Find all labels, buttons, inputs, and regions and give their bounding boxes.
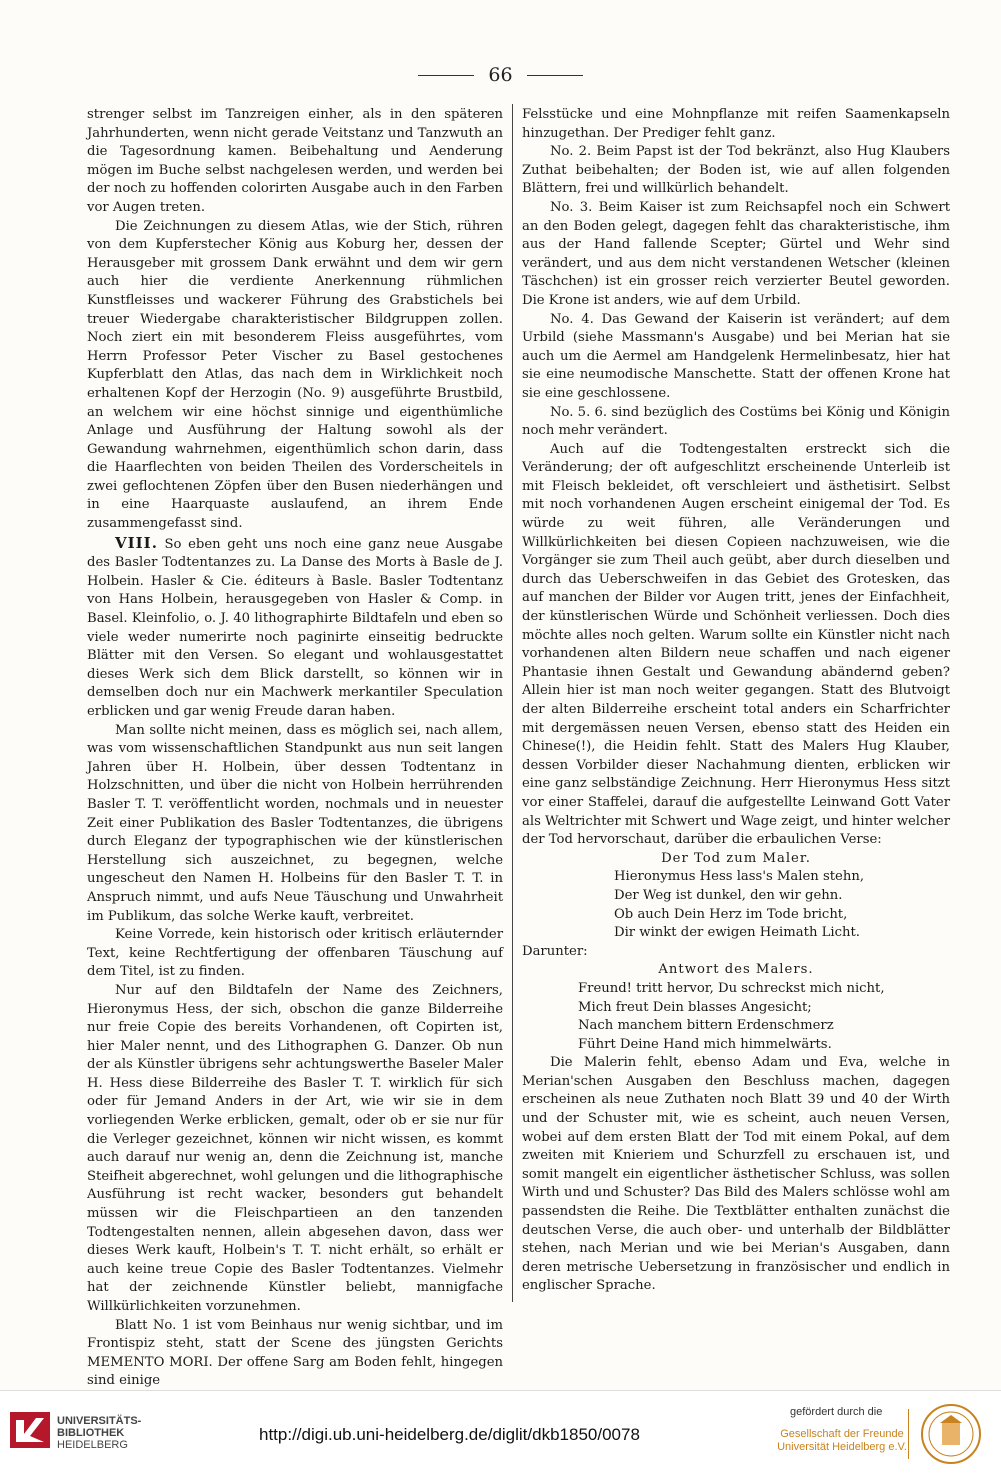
verse-block xyxy=(522,961,950,1054)
paragraph: Nur auf den Bildtafeln der Name des Zeichners, Hieronymus Hess, der sich, obschon die ganze Bilderreihe nur freie Copie des bereits Vorhandenen, oft Copirten ist, hier Maler nennt, und des Lithographen G. Danzer. Ob nun der als Künstler übrigens sehr achtungswerthe Baseler Maler H. Hess diese Bilderreihe des Basler T. T. wirklich für sich oder für Jemand Anders in der Art, wie wir sie in dem vorliegenden Werke erblicken, gemalt, oder ob er sie nur für die Verleger gezeichnet, können wir nicht wissen, es kommt auch darauf nur wenig an, denn die Zeichnung ist, manche Steifheit abgerechnet, wohl gelungen und die lithographische Ausführung ist recht wacker, besonders gut behandelt müssen wir die Fleischpartieen an den tanzenden Todtengestalten nennen, allein abgesehen davon, dass wer dieses Werk kauft, Holbein's T. T. nicht erhält, so erhält er auch keine treue Copie des Basler Todtentanzes. Vielmehr hat der zeichnende Künstler beliebt, mannigfache Willkürlichkeiten vorzunehmen. xyxy=(87,982,503,1314)
paragraph: No. 3. Beim Kaiser ist zum Reichsapfel noch ein Schwert an den Boden gelegt, dagegen fehlt das charakteristische, ihm aus der Hand fallende Scepter; Gürtel und Wehr sind verändert, und aus dem nicht verstandenen Wetscher (kleinen Täschchen) ist ein grosser reich verzierter Beutel geworden. Die Krone ist anders, wie auf dem Urbild. xyxy=(522,199,950,308)
paragraph: Man sollte nicht meinen, dass es möglich sei, nach allem, was vom wissenschaftlichen Standpunkt aus nun seit langen Jahren über H. Holbein, über dessen Todtentanz in Holzschnitten, und über die nicht von Holbein herrührenden Basler T. T. veröffentlicht worden, nochmals und in neuester Zeit einer Publikation des Basler Todtentanzes, die übrigens durch Eleganz der typographischen wie der künstlerischen Herstellung sich auszeichnet, zu begegnen, welche ungescheut den Namen H. Holbeins für den Basler T. T. in Anspruch nimmt, und aufs Neue Täuschung und Unwahrheit im Publikum, das solche Werke kauft, verbreitet. xyxy=(87,722,503,924)
paragraph: No. 4. Das Gewand der Kaiserin ist verändert; auf dem Urbild (siehe Massmann's Ausgabe) und bei Merian hat sie auch um die Aermel am Handgelenk Hermelinbesatz, hier hat sie eine neumodische Manschette. Statt der offenen Krone hat sie eine geschlossene. xyxy=(522,311,950,401)
column-divider xyxy=(512,104,513,1302)
paragraph: Keine Vorrede, kein historisch oder kritisch erläuternder Text, keine Rechtfertigung der offenbaren Täuschung auf dem Titel, ist zu finden. xyxy=(87,927,503,980)
verse-block xyxy=(522,850,950,943)
funder-divider xyxy=(908,1409,909,1459)
verse-line: Freund! tritt hervor, Du schreckst mich nicht, xyxy=(578,980,885,996)
paragraph: Auch auf die Todtengestalten erstreckt sich die Veränderung; der oft aufgeschlitzt erscheinende Unterleib ist mit Fleisch bekleidet, oft verschleiert und ästhetisirt. Selbst mit noch vorhandenen Augen erscheint einigemal der Tod. Es würde zu weit führen, alle Veränderungen und Willkürlichkeiten bei diesen Copieen nachzuweisen, wie die Vorgänger sie zum Theil auch geübt, aber durch dieselben und durch das Ueberschweifen in das Gebiet des Grotesken, das auf manchen der Bilder vor Augen tritt, jenes der Einfachheit, der künstlerischen Würde und Schönheit verliessen. Doch dies möchte alles noch gelten. Warum sollte ein Künstler nicht nach vorhandenen alten Bildern neue schaffen und nach eigener Phantasie ihnen Gestalt und Gewandung abändernd geben? Allein hier ist man noch weiter gegangen. Statt des Blutvoigt der alten Bilderreihe erscheint total anders ein Scharfrichter mit dergemässen neuen Versen, ebenso statt des Heiden ein Chinese(!), die Heidin fehlt. Statt des Malers Hug Klauber, dessen Vorbilder dieser Nachahmung dienten, erblicken wir eine ganz selbständige Zeichnung. Herr Hieronymus Hess sitzt vor einer Staffelei, darauf die aufgestellte Leinwand Gott Vater als Weltrichter mit Schwert und Wage zeigt, und hinter welcher der Tod hervorschaut, darüber die erbaulichen Verse: xyxy=(522,441,950,848)
footer xyxy=(0,1390,1001,1475)
library-name-line3: HEIDELBERG xyxy=(57,1439,128,1451)
paragraph: Blatt No. 1 ist vom Beinhaus nur wenig sichtbar, und im Frontispiz steht, statt der Scene des jüngsten Gerichts MEMENTO MORI. Der offene Sarg am Boden fehlt, hingegen sind einige xyxy=(87,1317,503,1389)
verse-line: Mich freut Dein blasses Angesicht; xyxy=(578,999,812,1015)
paragraph: No. 5. 6. sind bezüglich des Costüms bei König und Königin noch mehr verändert. xyxy=(522,404,950,439)
university-seal-icon xyxy=(920,1403,982,1465)
right-column xyxy=(522,106,950,1296)
library-logo-icon xyxy=(8,1408,52,1452)
page-header xyxy=(0,64,1001,86)
funder-name xyxy=(772,1428,912,1454)
funding-label: gefördert durch die xyxy=(790,1406,883,1418)
verse-line: Dir winkt der ewigen Heimath Licht. xyxy=(614,925,860,941)
section-text: So eben geht uns noch eine ganz neue Ausgabe des Basler Todtentanzes zu. La Danse des Morts à Basle de J. Holbein. Hasler & Cie. éditeurs à Basle. Basler Todtentanz von Hans Holbein, herausgegeben von Hasler & Comp. in Basel. Kleinfolio, o. J. 40 lithographirte Bildtafeln und eben so viele weder numerirte noch paginirte einseitig bedruckte Blätter mit den Versen. So elegant und wohlausgestattet dieses Werk sich dem Blick darstellt, so können wir in demselben doch nur ein Machwerk merkantiler Speculation erblicken und gar wenig Freude daran haben. xyxy=(87,536,503,719)
verse-line: Führt Deine Hand mich himmelwärts. xyxy=(578,1036,832,1052)
permalink-url[interactable]: http://digi.ub.uni-heidelberg.de/diglit/dkb1850/0078 xyxy=(259,1425,640,1444)
verse-title: Der Tod zum Maler. xyxy=(661,850,811,866)
paragraph: Die Zeichnungen zu diesem Atlas, wie der Stich, rühren von dem Kupferstecher König aus Koburg her, dessen der Herausgeber mit grossem Dank erwähnt und dem wir gern auch hier die verdiente Anerkennung rühmlichen Kunstfleisses und wackerer Führung des Grabstichels bei treuer Wiedergabe charakteristischer Bildgruppen zollen. Noch ziert ein mit besonderem Fleiss ausgeführtes, vom Herrn Professor Peter Vischer zu Basel gestochenes Kupferblatt den Atlas, das nach dem in Wirklichkeit noch erhaltenen Kopf der Herzogin (No. 9) ausgeführte Brustbild, an welchem wir eine höchst sinnige und eigenthümliche Anlage und Ausführung der Haltung sowohl als der Gewandung wahrnehmen, eigenthümlich schon darin, dass die Haarflechten von beiden Theilen des Vorderscheitels in zwei geflochtenen Zöpfen über den Busen niederhängen und in eine Haarquaste auslaufend, an ihrem Ende zusammengefasst sind. xyxy=(87,218,503,532)
funder-line2: Universität Heidelberg e.V. xyxy=(777,1441,907,1453)
header-rule-right xyxy=(527,75,583,76)
verse-line: Ob auch Dein Herz im Tode bricht, xyxy=(614,906,848,922)
paragraph: No. 2. Beim Papst ist der Tod bekränzt, also Hug Klaubers Zuthat beibehalten; der Boden ist, wie auf allen folgenden Blättern, frei und willkürlich behandelt. xyxy=(522,144,950,197)
verse-line: Nach manchem bittern Erdenschmerz xyxy=(578,1018,834,1034)
paragraph: Felsstücke und eine Mohnpflanze mit reifen Saamenkapseln hinzugethan. Der Prediger fehlt ganz. xyxy=(522,107,950,141)
header-rule-left xyxy=(418,75,474,76)
funder-line1: Gesellschaft der Freunde xyxy=(780,1428,904,1440)
verse-line: Der Weg ist dunkel, den wir gehn. xyxy=(614,887,843,903)
paragraph: Die Malerin fehlt, ebenso Adam und Eva, welche in Merian'schen Ausgaben den Beschluss machen, dagegen erscheinen als neue Zuthaten noch Blatt 39 und 40 der Wirth und der Schuster mit, wie es scheint, auch neuen Versen, wobei auf dem ersten Blatt der Tod mit einem Pokal, auf dem zweiten mit Knieriem und Schurzfell zu erschauen ist, und somit mangelt ein eigentlicher ästhetischer Schluss, was sollen Wirth und und Schuster? Das Bild des Malers schlösse wohl am passendsten die Reihe. Die Textblätter enthalten zunächst die deutschen Verse, die auch ober- und unterhalb der Bildblätter stehen, nach Merian und wie bei Merian's Ausgaben, dann deren metrische Uebersetzung in französischer und endlich in englischer Sprache. xyxy=(522,1055,950,1294)
section-paragraph xyxy=(87,534,503,722)
library-name xyxy=(57,1415,141,1451)
library-name-line1: UNIVERSITÄTS- xyxy=(57,1415,142,1427)
library-name-line2: BIBLIOTHEK xyxy=(57,1427,125,1439)
paragraph: strenger selbst im Tanzreigen einher, als in den späteren Jahrhunderten, wenn nicht gerade Veitstanz und Tanzwuth an die Tagesordnung kamen. Beibehaltung und Aenderung mögen im Buche selbst nachgelesen werden, und werden bei der noch zu hoffenden colorirten Ausgabe auch in den Farben vor Augen treten. xyxy=(87,107,503,215)
page-number: 66 xyxy=(488,64,513,86)
verse-line: Hieronymus Hess lass's Malen stehn, xyxy=(614,869,865,885)
section-number: VIII. xyxy=(115,533,158,552)
verse-title: Antwort des Malers. xyxy=(658,962,814,978)
paragraph: Darunter: xyxy=(522,943,588,959)
left-column xyxy=(87,106,503,1391)
